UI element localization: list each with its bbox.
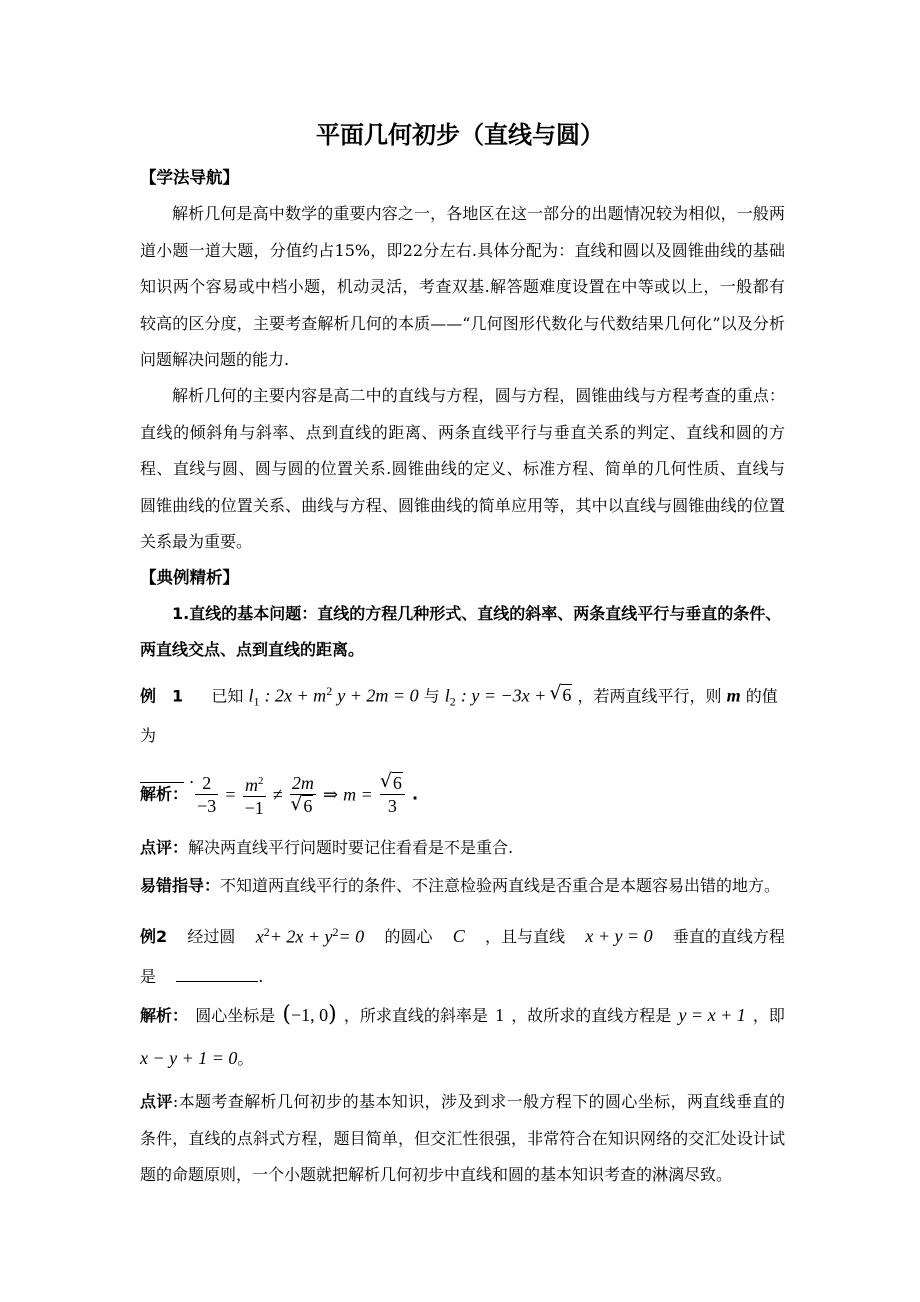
example-2-circle-b: + 2x + y <box>269 926 333 947</box>
topic-heading-line-1: 1.直线的基本问题：直线的方程几种形式、直线的斜率、两条直线平行与垂直的条件、 <box>172 604 782 623</box>
fraction-4-denominator: 3 <box>387 796 397 816</box>
solution-2-slope: 1 <box>495 1005 505 1025</box>
fraction-3 <box>290 772 316 817</box>
topic-heading <box>140 596 785 668</box>
fraction-3-sqrt <box>292 795 313 817</box>
example-2-t3: ，且与直线 <box>485 927 566 947</box>
example-2 <box>140 912 785 997</box>
solution-2-t4: ，即 <box>752 1006 785 1025</box>
fraction-1-denominator: −3 <box>197 796 217 816</box>
example-2-circle: x <box>255 926 264 947</box>
example-1-eq1-b: y + 2m = 0 <box>337 685 419 706</box>
example-2-t2: 的圆心 <box>384 927 433 947</box>
example-1-end: . <box>189 767 195 787</box>
section-heading-examples: 【典例精析】 <box>140 568 239 587</box>
example-1-l2-sub: 2 <box>449 694 456 709</box>
example-2-t5: 是 <box>140 967 157 987</box>
comment-2 <box>140 1084 785 1194</box>
not-equal-sign: ≠ <box>272 784 283 805</box>
solution-2-t1: 圆心坐标是 <box>195 1006 276 1025</box>
example-2-label: 例2 <box>140 927 168 947</box>
example-2-t1: 经过圆 <box>187 927 236 947</box>
solution-2: 解析： 圆心坐标是 (−1, 0) ，所求直线的斜率是 1 ，故所求的直线方程是 y = x + 1 ，即 x − y + 1 = 0。 <box>140 994 785 1080</box>
equals-sign: = <box>225 784 236 805</box>
solution-1-label: 解析： <box>140 784 189 804</box>
example-1-text-b: ，若两直线平行，则 <box>577 686 722 706</box>
comment-2-label: 点评 <box>140 1092 173 1111</box>
comment-1-text: 解决两直线平行问题时要记住看看是不是重合. <box>188 838 514 857</box>
example-1-conj: 与 <box>423 686 440 706</box>
example-2-end: . <box>258 967 264 987</box>
example-2-line: x + y = 0 <box>585 926 653 947</box>
fraction-4 <box>380 772 405 817</box>
comment-2-text: :本题考查解析几何初步的基本知识，涉及到求一般方程下的圆心坐标，两直线垂直的条件，直线的点斜式方程，题目简单，但交汇性很强，非常符合在知识网络的交汇处设计试题的命题原则，一个小题就把解析几何初步中直线和圆的基本知识考查的淋漓尽致。 <box>140 1092 785 1184</box>
guide-paragraph-1: 解析几何是高中数学的重要内容之一，各地区在这一部分的出题情况较为相似，一般两道小题一道大题，分值约占15%，即22分左右.具体分配为：直线和圆以及圆锥曲线的基础知识两个容易或中档小题，机动灵活，考查双基.解答题难度设置在中等或以上，一般都有较高的区分度，主要考查解析几何的本质——“几何图形代数化与代数结果几何化”以及分析问题解决问题的能力. <box>140 204 785 369</box>
fraction-2 <box>243 770 266 819</box>
example-2-answer-blank <box>176 981 258 982</box>
fraction-1-numerator: 2 <box>195 772 218 795</box>
comment-1 <box>140 834 785 862</box>
example-1-eq2: : y = −3x + <box>460 685 547 706</box>
example-1-sqrt <box>551 678 572 712</box>
example-1-var: m <box>726 685 741 706</box>
pitfall-text: 不知道两直线平行的条件、不注意检验两直线是否重合是本题容易出错的地方。 <box>220 876 781 895</box>
solution-1 <box>140 767 785 830</box>
pitfall-note <box>140 872 785 900</box>
fraction-1 <box>195 772 218 817</box>
solution-2-eq2: x − y + 1 = 0 <box>140 1048 238 1068</box>
solution-2-t2: ，所求直线的斜率是 <box>343 1006 488 1025</box>
example-2-circle-c: = 0 <box>338 926 365 947</box>
comment-1-label: 点评： <box>140 838 189 857</box>
example-1-text-c: 的值为 <box>140 686 778 745</box>
example-1-l1-sub: 1 <box>253 694 260 709</box>
solution-1-result-var: m = <box>343 784 373 805</box>
solution-2-t3: ，故所求的直线方程是 <box>511 1006 672 1025</box>
example-1-label: 例 1 <box>140 686 184 706</box>
fraction-4-radicand: 6 <box>392 773 402 793</box>
example-1-eq1: : 2x + m <box>264 685 327 706</box>
section-heading-guide: 【学法导航】 <box>140 168 239 187</box>
example-2-sup-2: 2 <box>332 925 339 939</box>
example-1-eq1-sup: 2 <box>326 684 333 698</box>
guide-paragraph-2: 解析几何的主要内容是高二中的直线与方程，圆与方程，圆锥曲线与方程考查的重点：直线的倾斜角与斜率、点到直线的距离、两条直线平行与垂直关系的判定、直线和圆的方程、直线与圆、圆与圆的位置关系.圆锥曲线的定义、标准方程、简单的几何性质、直线与圆锥曲线的位置关系、曲线与方程、圆锥曲线的简单应用等，其中以直线与圆锥曲线的位置关系最为重要。 <box>140 386 785 551</box>
example-1-l2: l <box>444 685 450 706</box>
solution-2-end: 。 <box>237 1049 254 1068</box>
fraction-2-denominator: −1 <box>244 798 264 818</box>
fraction-3-radicand: 6 <box>303 796 313 816</box>
page-title: 平面几何初步（直线与圆） <box>316 121 604 149</box>
example-2-t4: 垂直的直线方程 <box>672 927 785 947</box>
example-1-l1: l <box>248 685 254 706</box>
fraction-4-sqrt <box>382 772 403 794</box>
example-1-radicand: 6 <box>562 685 572 706</box>
solution-2-eq: y = x + 1 <box>678 1005 746 1025</box>
topic-heading-line-2: 两直线交点、点到直线的距离。 <box>140 640 365 659</box>
solution-1-end: . <box>411 784 419 804</box>
fraction-3-numerator: 2m <box>291 773 314 793</box>
example-2-sup-1: 2 <box>263 925 270 939</box>
example-1-text-a: 已知 <box>211 686 244 706</box>
fraction-2-numerator: m <box>244 775 258 795</box>
solution-2-label: 解析： <box>140 1006 189 1025</box>
pitfall-label: 易错指导： <box>140 876 221 895</box>
implies-arrow: ⇒ <box>322 784 339 805</box>
solution-2-coord: −1, 0 <box>290 1005 329 1025</box>
example-2-center: C <box>452 926 465 947</box>
fraction-2-numerator-sup: 2 <box>257 775 264 787</box>
